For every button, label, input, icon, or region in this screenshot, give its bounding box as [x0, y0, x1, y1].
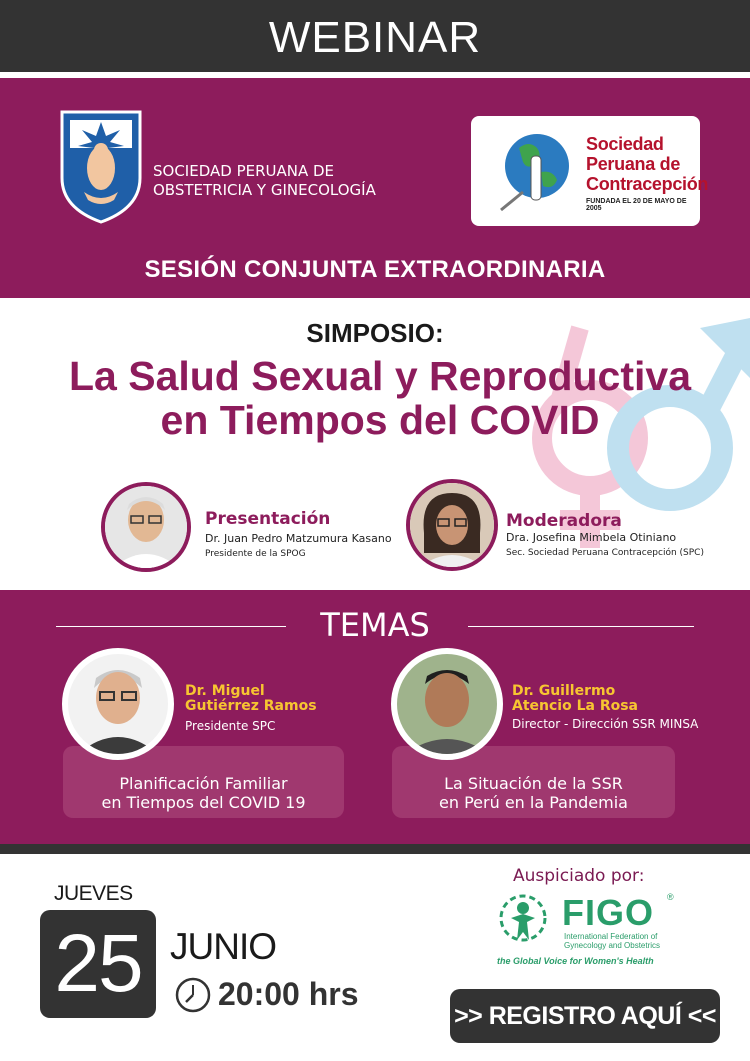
speaker-2-photo-icon: [397, 654, 497, 754]
speaker-1-name-line2: Gutiérrez Ramos: [185, 698, 317, 714]
speaker-1-name: [185, 684, 317, 714]
speaker-1-role: Presidente SPC: [185, 719, 276, 733]
spc-name-line1: Sociedad: [586, 134, 664, 154]
symposium-section: [0, 298, 750, 590]
moderator-name: Dra. Josefina Mimbela Otiniano: [506, 531, 677, 544]
globe-icon: [497, 126, 569, 216]
presenter-role: Presentación: [205, 509, 331, 529]
divider-right: [468, 626, 694, 627]
figo-full-name: [564, 932, 660, 950]
symposium-title-line2: en Tiempos del COVID: [160, 397, 600, 443]
figo-registered: ®: [667, 892, 674, 902]
symposium-label: SIMPOSIO:: [306, 318, 444, 348]
speaker-2-name-line1: Dr. Guillermo: [512, 683, 616, 699]
figo-name: FIGO: [562, 892, 654, 933]
topic-1-line1: Planificación Familiar: [119, 774, 288, 793]
speaker-1-photo-icon: [68, 654, 168, 754]
event-month: JUNIO: [170, 926, 276, 967]
spc-name-line2: Peruana de: [586, 154, 681, 174]
figo-emblem-icon: [497, 892, 549, 952]
speaker-1-name-line1: Dr. Miguel: [185, 683, 265, 699]
moderator-avatar: [406, 479, 498, 571]
speaker-2-avatar: [391, 648, 503, 760]
presenter-avatar: [101, 482, 191, 572]
topics-heading: TEMAS: [320, 606, 430, 644]
spc-name: [586, 134, 708, 194]
event-day: 25: [40, 910, 156, 1018]
spc-name-line3: Contracepción: [586, 174, 709, 194]
speaker-2-name-line2: Atencio La Rosa: [512, 698, 638, 714]
spog-name: [153, 162, 376, 200]
symposium-title: [30, 354, 730, 442]
presenter-title: Presidente de la SPOG: [205, 549, 306, 559]
presenter-photo-icon: [105, 486, 187, 568]
topic-2-line1: La Situación de la SSR: [444, 774, 623, 793]
symposium-title-line1: La Salud Sexual y Reproductiva: [68, 353, 692, 399]
organizers-band: [0, 78, 750, 298]
moderator-photo-icon: [410, 483, 494, 567]
webinar-header: WEBINAR: [0, 0, 750, 72]
figo-full-line1: International Federation of: [564, 932, 658, 941]
spog-name-line2: OBSTETRICIA Y GINECOLOGÍA: [153, 181, 376, 199]
spc-tagline: FUNDADA EL 20 DE MAYO DE 2005: [586, 198, 687, 212]
section-divider-bar: [0, 844, 750, 854]
clock-icon: [174, 976, 212, 1014]
speaker-1-avatar: [62, 648, 174, 760]
figo-tagline: the Global Voice for Women's Health: [497, 956, 654, 966]
moderator-role: Moderadora: [506, 511, 622, 531]
topic-1-line2: en Tiempos del COVID 19: [101, 793, 306, 812]
event-time: 20:00 hrs: [218, 976, 359, 1012]
figo-full-line2: Gynecology and Obstetrics: [564, 941, 661, 950]
event-weekday: JUEVES: [54, 882, 133, 905]
session-title: SESIÓN CONJUNTA EXTRAORDINARIA: [144, 256, 606, 283]
speaker-2-role: Director - Dirección SSR MINSA: [512, 717, 699, 731]
spog-shield-logo: [58, 108, 144, 224]
spog-name-line1: SOCIEDAD PERUANA DE: [153, 162, 335, 180]
event-footer: [0, 854, 750, 1061]
moderator-title: Sec. Sociedad Peruana Contracepción (SPC): [506, 548, 704, 558]
presenter-name: Dr. Juan Pedro Matzumura Kasano: [205, 532, 392, 545]
topics-band: [0, 590, 750, 844]
spc-logo-box: [471, 116, 709, 226]
topic-2-line2: en Perú en la Pandemia: [439, 793, 628, 812]
register-button[interactable]: >> REGISTRO AQUÍ <<: [450, 989, 720, 1043]
speaker-2-name: [512, 684, 638, 714]
sponsor-label: Auspiciado por:: [513, 866, 645, 886]
